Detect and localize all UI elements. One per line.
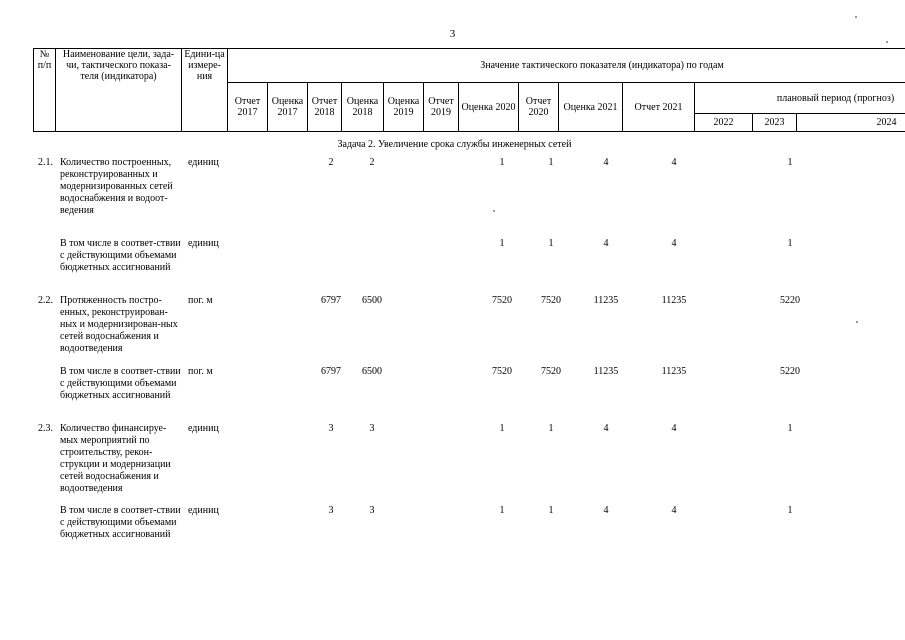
col-estimate-2019: Оценка 2019 — [384, 83, 424, 132]
value-estimate-2020: 7520 — [492, 295, 512, 306]
row-num: 2.1. — [38, 157, 53, 168]
value-planned-2023: 1 — [787, 238, 793, 249]
value-estimate-2021: 4 — [603, 423, 609, 434]
value-report-2021: 4 — [671, 505, 677, 516]
row-unit: единиц — [188, 238, 219, 249]
row-name: Количество финансируе-мых мероприятий по строительству, рекон-струкции и модернизации сетей водоснабжения и водоотведения — [60, 423, 171, 494]
value-report-2020: 7520 — [541, 295, 561, 306]
value-estimate-2018: 3 — [369, 423, 375, 434]
value-estimate-2020: 1 — [499, 157, 505, 168]
row-name: В том числе в соответ-ствии с действующими объемами бюджетных ассигнований — [60, 238, 181, 273]
scan-speck — [856, 321, 858, 323]
col-report-2017: Отчет 2017 — [228, 83, 268, 132]
value-estimate-2021: 11235 — [593, 295, 619, 306]
task-title: Задача 2. Увеличение срока службы инженерных сетей — [337, 139, 572, 150]
value-estimate-2021: 4 — [603, 505, 609, 516]
value-estimate-2018: 2 — [369, 157, 375, 168]
value-report-2020: 1 — [548, 423, 554, 434]
scan-speck — [493, 210, 495, 212]
col-planned-period: плановый период (прогноз) — [695, 83, 905, 114]
row-unit: единиц — [188, 157, 219, 168]
row-name: В том числе в соответ-ствии с действующими объемами бюджетных ассигнований — [60, 505, 181, 540]
col-estimate-2017: Оценка 2017 — [268, 83, 308, 132]
value-estimate-2021: 11235 — [593, 366, 619, 377]
row-num: 2.2. — [38, 295, 53, 306]
row-unit: единиц — [188, 423, 219, 434]
scan-speck — [855, 16, 857, 18]
header-num: № п/п — [34, 49, 56, 132]
value-report-2018: 3 — [328, 423, 334, 434]
value-report-2020: 1 — [548, 238, 554, 249]
col-report-2020: Отчет 2020 — [519, 83, 559, 132]
col-2023: 2023 — [753, 114, 797, 132]
indicator-table-header — [33, 48, 905, 132]
row-unit: пог. м — [188, 295, 213, 306]
value-planned-2023: 1 — [787, 505, 793, 516]
header-group: Значение тактического показателя (индикатора) по годам — [228, 49, 905, 83]
col-report-2018: Отчет 2018 — [308, 83, 342, 132]
value-report-2018: 6797 — [321, 295, 341, 306]
value-report-2021: 4 — [671, 423, 677, 434]
value-estimate-2020: 1 — [499, 423, 505, 434]
value-estimate-2020: 1 — [499, 238, 505, 249]
row-name: Количество построенных, реконструированных и модернизированных сетей водоснабжения и водоот-ведения — [60, 157, 173, 216]
row-name: Протяженность постро-енных, реконструирован-ных и модернизирован-ных сетей водоснабжения и водоотведения — [60, 295, 178, 354]
row-unit: единиц — [188, 505, 219, 516]
header-unit: Едини-ца измере-ния — [182, 49, 228, 132]
value-report-2020: 1 — [548, 157, 554, 168]
scan-speck — [886, 41, 888, 43]
value-planned-2023: 5220 — [780, 295, 800, 306]
row-num: 2.3. — [38, 423, 53, 434]
value-report-2021: 4 — [671, 238, 677, 249]
value-estimate-2021: 4 — [603, 157, 609, 168]
col-2022: 2022 — [695, 114, 753, 132]
col-estimate-2020: Оценка 2020 — [459, 83, 519, 132]
value-report-2018: 3 — [328, 505, 334, 516]
value-report-2021: 11235 — [661, 295, 687, 306]
value-estimate-2020: 1 — [499, 505, 505, 516]
value-estimate-2020: 7520 — [492, 366, 512, 377]
value-planned-2023: 1 — [787, 423, 793, 434]
value-report-2018: 2 — [328, 157, 334, 168]
value-estimate-2018: 6500 — [362, 295, 382, 306]
value-estimate-2021: 4 — [603, 238, 609, 249]
col-estimate-2021: Оценка 2021 — [559, 83, 623, 132]
value-estimate-2018: 3 — [369, 505, 375, 516]
row-name: В том числе в соответ-ствии с действующими объемами бюджетных ассигнований — [60, 366, 181, 401]
value-report-2021: 4 — [671, 157, 677, 168]
header-name: Наименование цели, зада-чи, тактического показа-теля (индикатора) — [56, 49, 182, 132]
value-report-2020: 1 — [548, 505, 554, 516]
value-estimate-2018: 6500 — [362, 366, 382, 377]
page-number: 3 — [449, 28, 456, 40]
value-report-2021: 11235 — [661, 366, 687, 377]
col-report-2021: Отчет 2021 — [623, 83, 695, 132]
value-report-2020: 7520 — [541, 366, 561, 377]
col-2024: 2024 — [797, 114, 905, 132]
value-planned-2023: 5220 — [780, 366, 800, 377]
value-report-2018: 6797 — [321, 366, 341, 377]
col-report-2019: Отчет 2019 — [424, 83, 459, 132]
col-estimate-2018: Оценка 2018 — [342, 83, 384, 132]
value-planned-2023: 1 — [787, 157, 793, 168]
row-unit: пог. м — [188, 366, 213, 377]
